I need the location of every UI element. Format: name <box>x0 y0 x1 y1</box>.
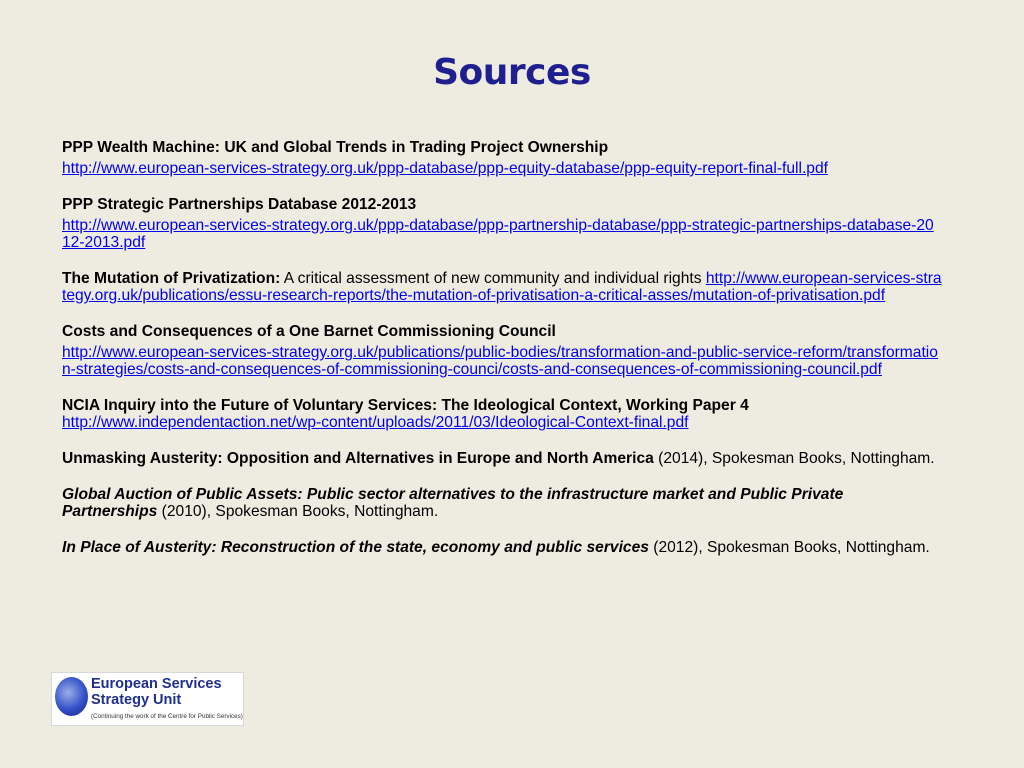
source-item <box>62 397 942 431</box>
page-title: Sources <box>433 52 591 93</box>
source-item <box>62 539 942 556</box>
source-description: (2010), Spokesman Books, Nottingham. <box>157 503 439 520</box>
sources-list <box>62 139 942 575</box>
source-link[interactable]: http://www.european-services-strategy.org.uk/ppp-database/ppp-partnership-database/ppp-strategic-partnerships-database-2012-2013.pdf <box>62 217 934 251</box>
source-item <box>62 139 942 177</box>
source-item <box>62 196 942 251</box>
source-link[interactable]: http://www.european-services-strategy.org.uk/publications/public-bodies/transformation-and-public-service-reform/transformation-strategies/costs-and-consequences-of-commissioning-counci/costs-and-consequences-of-commissioning-council.pdf <box>62 344 938 378</box>
source-link[interactable]: http://www.european-services-strategy.org.uk/publications/essu-research-reports/the-mutation-of-privatisation-a-critical-asses/mutation-of-privatisation.pdf <box>62 270 942 304</box>
source-title: Unmasking Austerity: Opposition and Alternatives in Europe and North America <box>62 450 654 467</box>
globe-icon <box>55 677 88 716</box>
logo-line-1: European Services <box>91 676 222 692</box>
source-title: NCIA Inquiry into the Future of Voluntary Services: The Ideological Context, Working Paper 4 <box>62 397 749 414</box>
source-item <box>62 323 942 378</box>
source-title: The Mutation of Privatization: <box>62 270 281 287</box>
source-title: In Place of Austerity: Reconstruction of the state, economy and public services <box>62 539 649 556</box>
source-title: Costs and Consequences of a One Barnet Commissioning Council <box>62 323 556 340</box>
essu-logo <box>51 672 244 726</box>
source-item <box>62 450 942 467</box>
source-title: PPP Strategic Partnerships Database 2012-2013 <box>62 196 417 213</box>
source-title: PPP Wealth Machine: UK and Global Trends in Trading Project Ownership <box>62 139 609 156</box>
source-item <box>62 270 942 304</box>
source-description: (2014), Spokesman Books, Nottingham. <box>653 450 935 467</box>
logo-name <box>91 676 222 708</box>
source-link[interactable]: http://www.independentaction.net/wp-content/uploads/2011/03/Ideological-Context-final.pdf <box>62 414 689 431</box>
source-description: (2012), Spokesman Books, Nottingham. <box>648 539 930 556</box>
source-link[interactable]: http://www.european-services-strategy.org.uk/ppp-database/ppp-equity-database/ppp-equity-report-final-full.pdf <box>62 160 828 177</box>
source-description: A critical assessment of new community and individual rights <box>280 270 706 287</box>
logo-line-2: Strategy Unit <box>91 692 182 708</box>
source-title: Global Auction of Public Assets: Public sector alternatives to the infrastructure market and Public Private Partnerships <box>62 486 844 520</box>
logo-tagline: (Continuing the work of the Centre for Public Services) <box>91 713 243 720</box>
source-item <box>62 486 942 520</box>
